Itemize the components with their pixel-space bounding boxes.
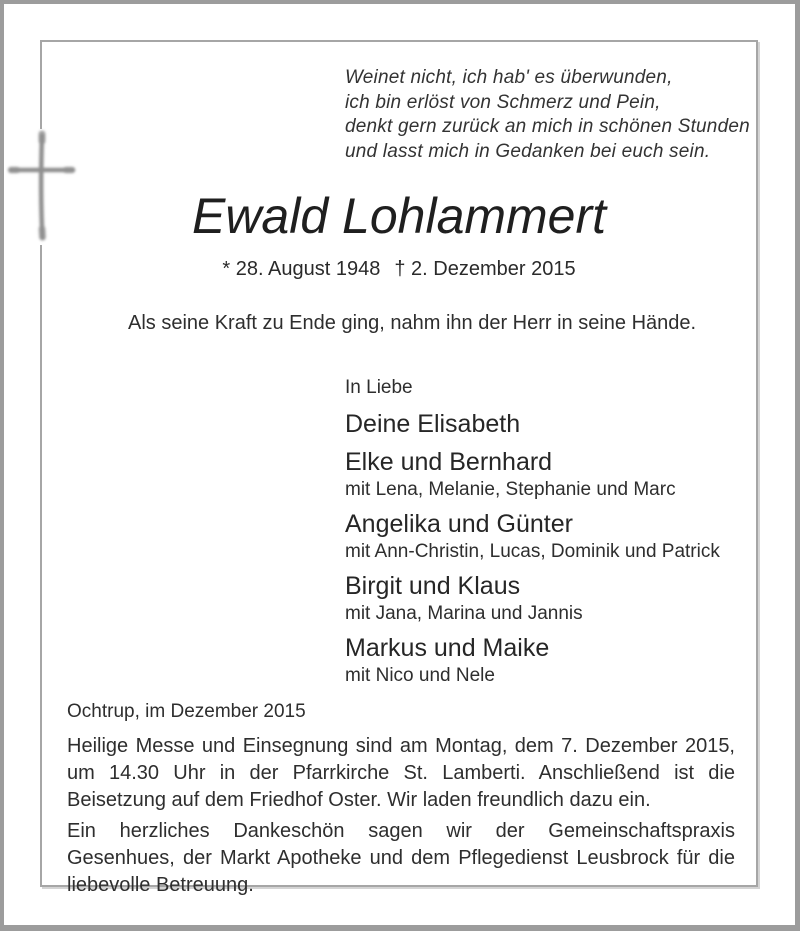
mourner-children: mit Jana, Marina und Jannis [345,603,583,624]
mourner-entry [345,509,720,564]
place-date-line: Ochtrup, im Dezember 2015 [67,701,306,722]
epitaph-line: denkt gern zurück an mich in schönen Stunden [345,116,750,137]
mourner-names: Deine Elisabeth [345,410,521,438]
mourners-list [345,376,720,695]
mourner-names: Markus und Maike [345,634,550,662]
in-love-label: In Liebe [345,377,413,398]
life-dates [42,256,756,282]
notice-frame [40,40,758,896]
epitaph-line: Weinet nicht, ich hab' es überwunden, [345,67,673,88]
epitaph-line: und lasst mich in Gedanken bei euch sein. [345,140,711,162]
mourner-entry [345,447,720,502]
mourner-children: mit Lena, Melanie, Stephanie und Marc [345,479,676,500]
thanks-paragraph: Ein herzliches Dankeschön sagen wir der Gemeinschaftspraxis Gesenhues, der Markt Apotheke und dem Pflegedienst Leusbrock für die liebevolle Betreuung. [67,820,735,896]
service-info-paragraph: Heilige Messe und Einsegnung sind am Montag, dem 7. Dezember 2015, um 14.30 Uhr in der Pfarrkirche St. Lamberti. Anschließend ist die Beisetzung auf dem Friedhof Oster. Wir laden freundlich dazu ein. [67,735,735,811]
cross-icon [6,126,78,246]
mourner-entry [345,633,720,688]
death-date: † 2. Dezember 2015 [394,258,576,280]
mourner-children: mit Ann-Christin, Lucas, Dominik und Patrick [345,541,720,562]
deceased-name: Ewald Lohlammert [191,188,607,244]
mourner-entry [345,571,720,626]
epitaph-verse [345,66,750,164]
mourner-names: Angelika und Günter [345,510,573,538]
mourner-children: mit Nico und Nele [345,665,495,686]
mourner-names: Elke und Bernhard [345,448,553,476]
epitaph-line: ich bin erlöst von Schmerz und Pein, [345,91,661,113]
intro-line: Als seine Kraft zu Ende ging, nahm ihn der Herr in seine Hände. [128,312,697,334]
mourner-entry [345,409,720,440]
mourner-names: Birgit und Klaus [345,572,521,600]
birth-date: * 28. August 1948 [222,258,381,280]
